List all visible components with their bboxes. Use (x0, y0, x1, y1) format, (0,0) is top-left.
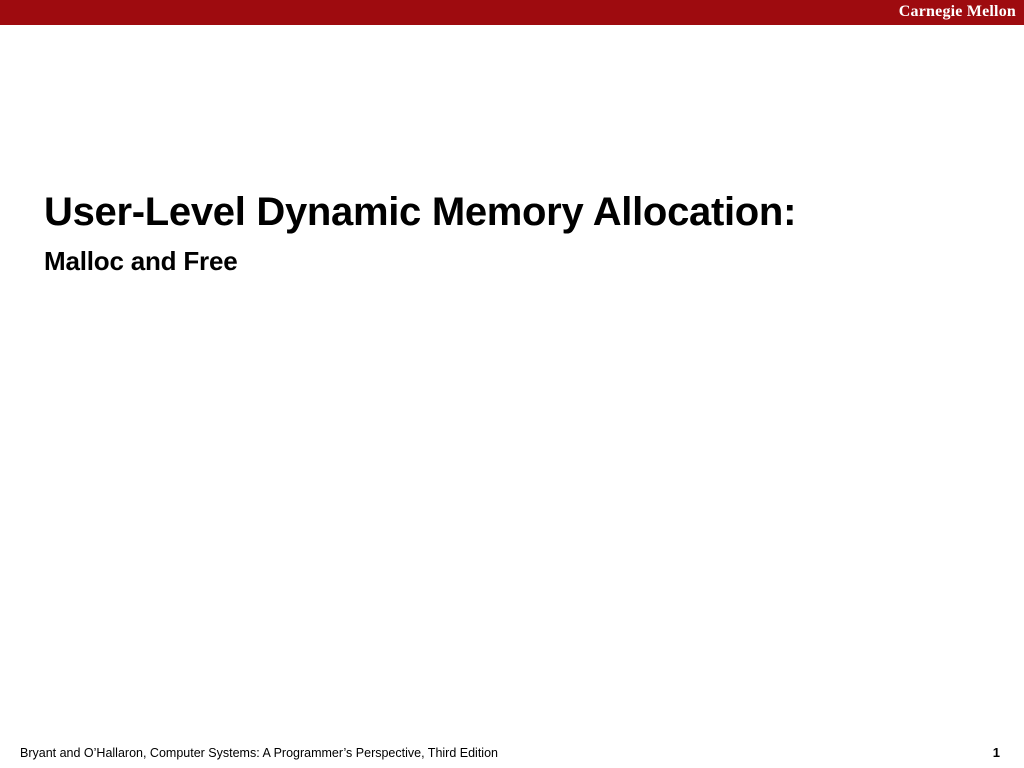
footer-attribution: Bryant and O’Hallaron, Computer Systems: A Programmer’s Perspective, Third Edition (20, 746, 498, 760)
slide-number: 1 (992, 745, 1000, 760)
page-subtitle: Malloc and Free (44, 246, 238, 276)
top-banner (0, 0, 1024, 25)
title-block (44, 188, 974, 278)
carnegie-mellon-brand: Carnegie Mellon (898, 3, 1016, 20)
page-title: User-Level Dynamic Memory Allocation: (44, 190, 797, 234)
